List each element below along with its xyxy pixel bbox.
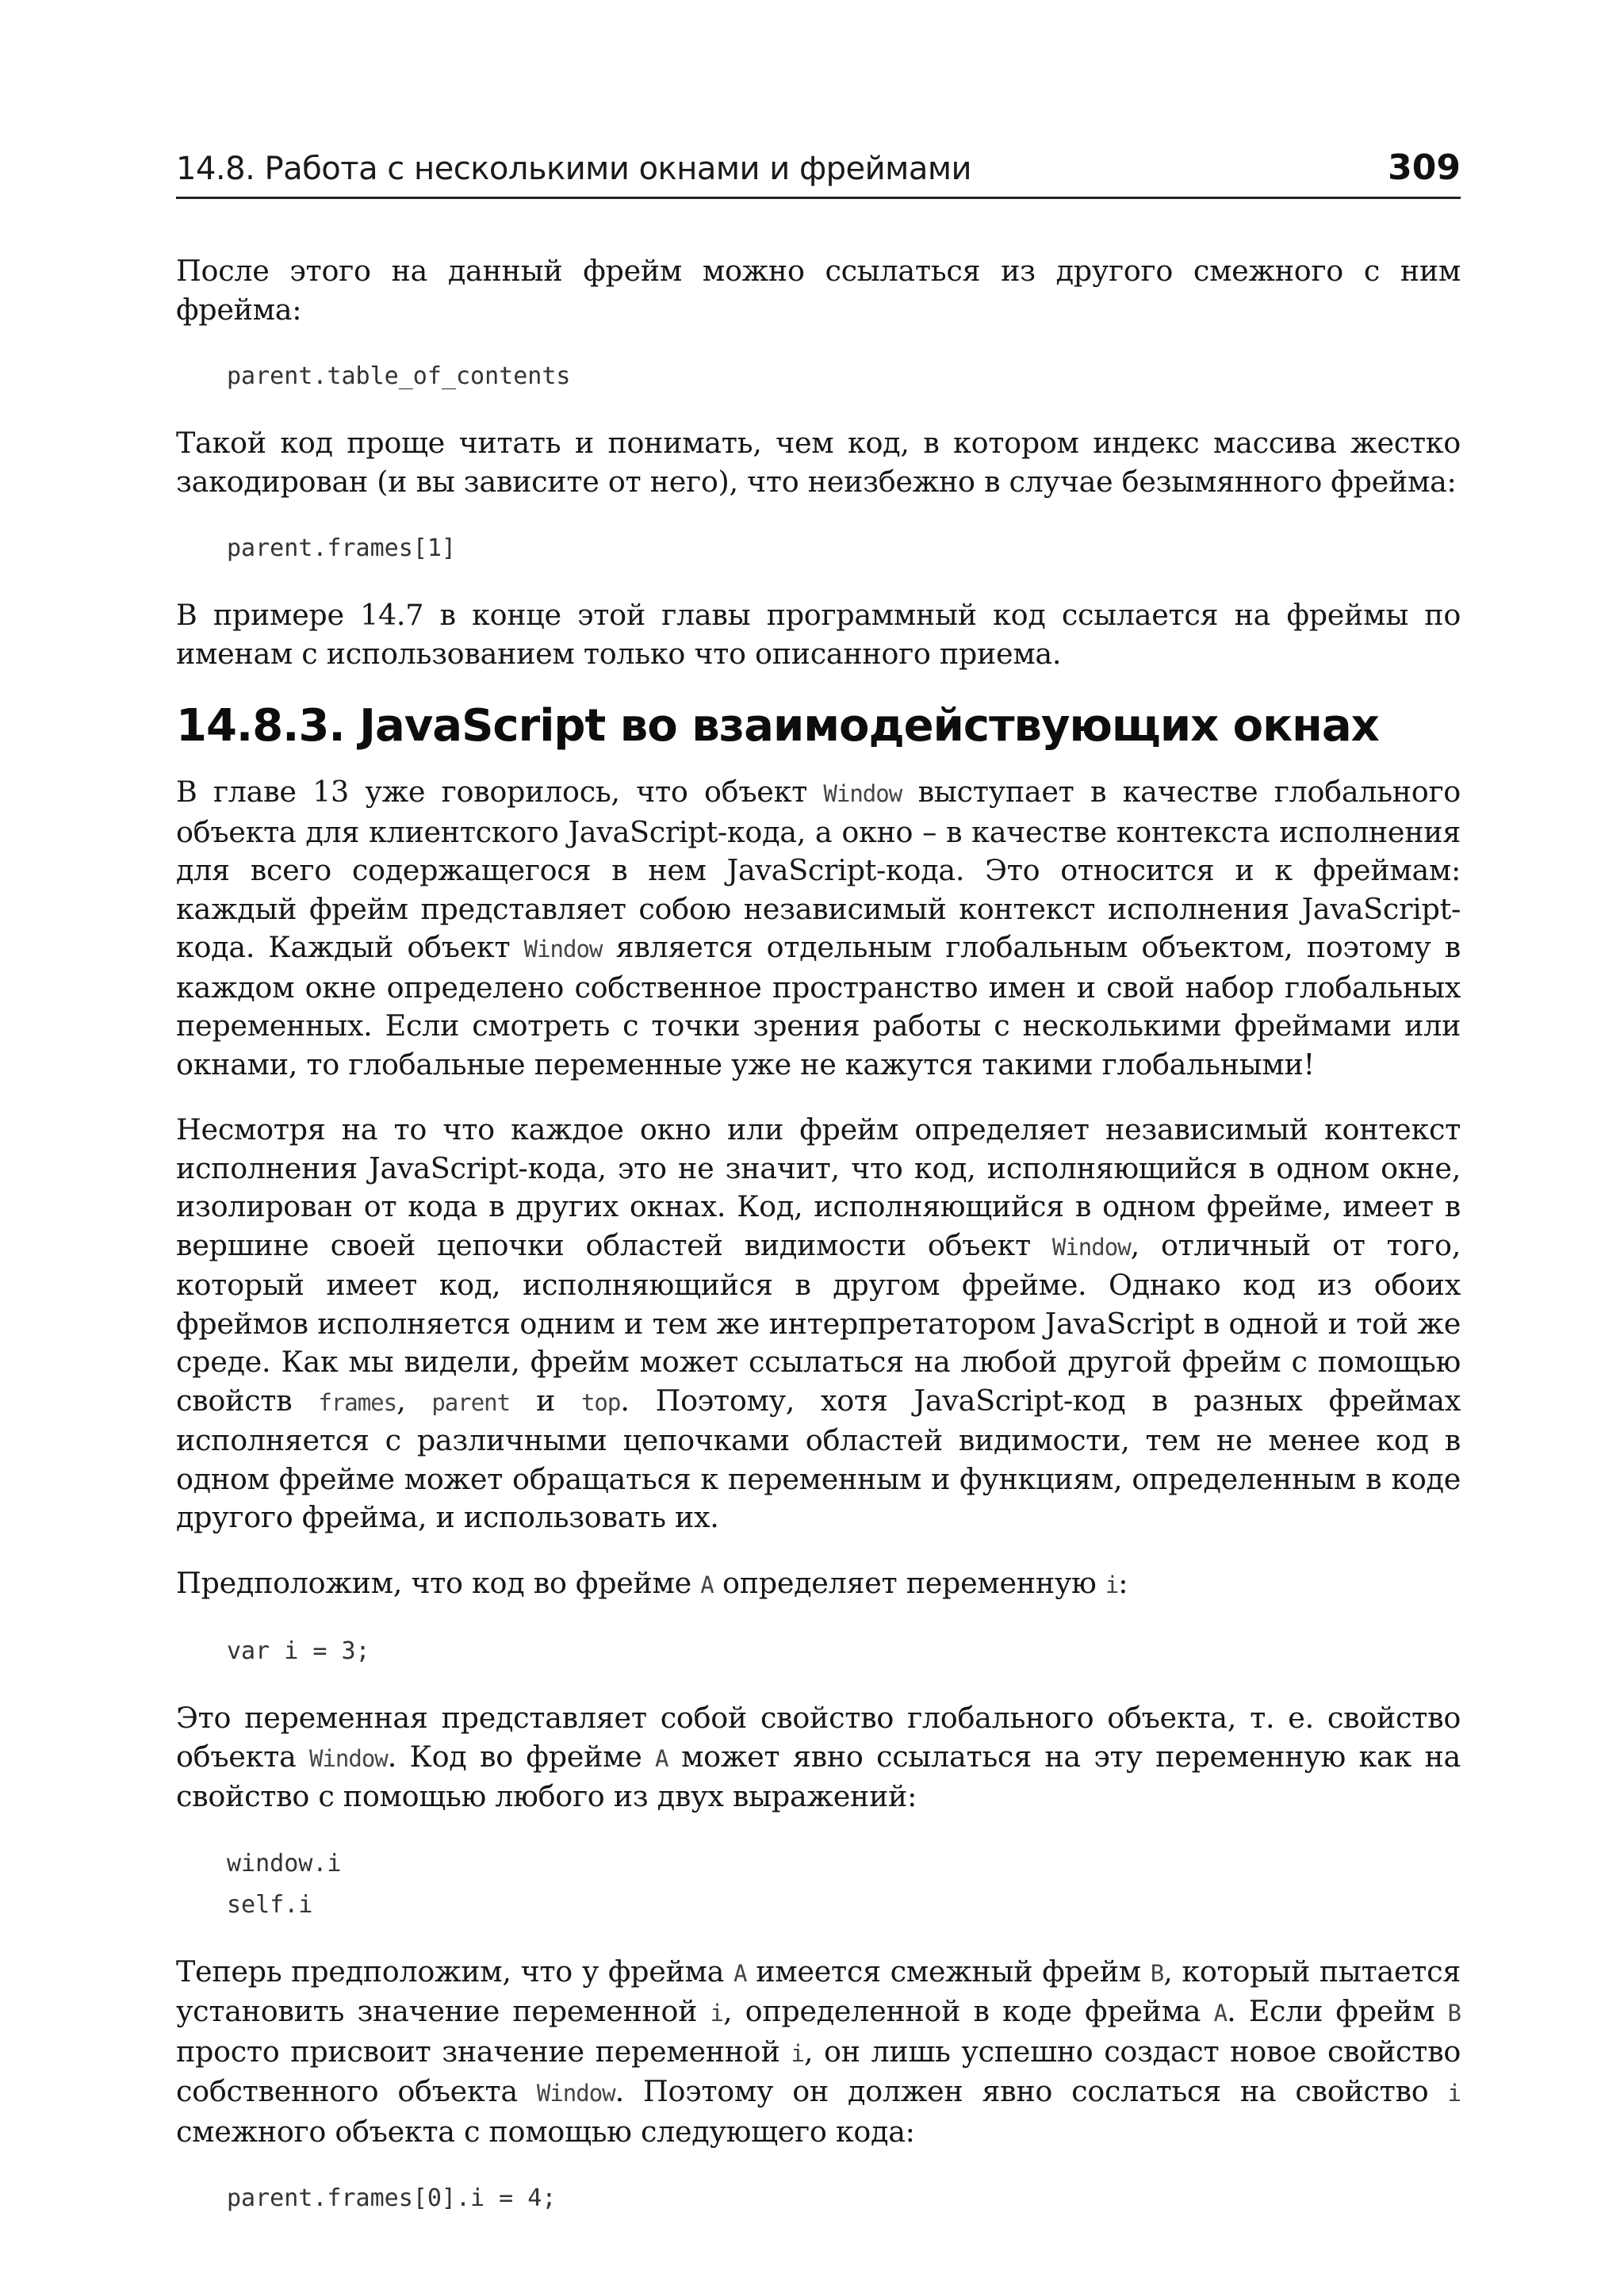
paragraph-2: Такой код проще читать и понимать, чем код, в котором индекс массива жестко закодирован (и вы зависите от него), что неизбежно в случае безымянного фрейма:	[176, 426, 1461, 499]
paragraph-3: В примере 14.7 в конце этой главы программный код ссылается на фреймы по именам с использованием только что описанного приема.	[176, 598, 1461, 671]
page-number: 309	[1388, 147, 1461, 188]
text-run: . Поэтому, хотя JavaScript-код в разных фреймах исполняется с различными цепочками областей видимости, тем не менее код в одном фрейме может обращаться к переменным и функциям, определенным в коде другого фрейма, и использовать их.	[176, 1383, 1461, 1534]
code-block-1: parent.table_of_contents	[227, 362, 571, 390]
text-run: просто присвоит значение переменной	[176, 2034, 791, 2069]
running-header	[176, 147, 1461, 199]
inline-code: A	[733, 1959, 747, 1987]
inline-code: i	[710, 2000, 724, 2027]
text-run: Теперь предположим, что у фрейма	[176, 1954, 733, 1989]
code-block-4	[227, 1843, 1461, 1926]
text-run: имеется смежный фрейм	[746, 1954, 1151, 1989]
paragraph-8	[176, 1953, 1461, 2152]
text-run: Несмотря на то что каждое окно или фрейм определяет независимый контекст исполнения JavaScript-кода, это не значит, что код, исполняющийся в одном окне, изолирован от кода в других окнах. Код, исполняющийся в одном фрейме, имеет в вершине своей цепочки областей видимости объект	[176, 1112, 1461, 1262]
code-line: self.i	[227, 1890, 313, 1919]
code-block-3: var i = 3;	[227, 1637, 370, 1665]
text-run: выступает в качестве глобального объекта для клиентского JavaScript-кода, а окно – в качестве контекста исполнения для всего содержащегося в нем JavaScript-кода. Это относится и к фреймам: каждый фрейм представляет собою независимый контекст исполнения JavaScript-кода. Каждый объект	[176, 775, 1461, 964]
text-run: может явно ссылаться на эту переменную как на свойство с помощью любого из двух выражений:	[176, 1739, 1461, 1813]
inline-code: parent	[431, 1388, 511, 1416]
paragraph-6	[176, 1564, 1461, 1605]
inline-code: Window	[523, 936, 603, 963]
inline-code: A	[655, 1744, 668, 1772]
text-run: :	[1118, 1565, 1128, 1600]
text-run: определяет переменную	[713, 1565, 1105, 1600]
inline-code: A	[1213, 2000, 1228, 2027]
text-run: , он лишь успешно создаст новое свойство собственного объекта	[176, 2034, 1461, 2108]
inline-code: B	[1447, 2000, 1461, 2027]
section-heading: 14.8.3. JavaScript во взаимодействующих окнах	[176, 700, 1379, 752]
text-run: ,	[396, 1383, 432, 1418]
paragraph-7	[176, 1699, 1461, 1816]
text-run: Предположим, что код во фрейме	[176, 1565, 701, 1600]
code-line: window.i	[227, 1849, 342, 1878]
inline-code: Window	[309, 1744, 388, 1772]
text-run: . Если фрейм	[1227, 1994, 1448, 2028]
text-run: В главе 13 уже говорилось, что объект	[176, 775, 824, 809]
text-run: является отдельным глобальным объектом, поэтому в каждом окне определено собственное пространство имен и свой набор глобальных переменных. Если смотреть с точки зрения работы с несколькими фреймами или окнами, то глобальные переменные уже не кажутся такими глобальными!	[176, 930, 1461, 1081]
paragraph-5	[176, 1111, 1461, 1537]
text-run: . Поэтому он должен явно сослаться на свойство	[615, 2074, 1448, 2108]
text-run: , определенной в коде фрейма	[723, 1994, 1214, 2028]
inline-code: A	[700, 1571, 714, 1598]
paragraph-4	[176, 773, 1461, 1084]
inline-code: Window	[823, 780, 902, 807]
inline-code: top	[580, 1388, 621, 1416]
paragraph-1: После этого на данный фрейм можно ссылаться из другого смежного с ним фрейма:	[176, 254, 1461, 327]
text-run: , который пытается установить значение переменной	[176, 1954, 1461, 2028]
chapter-section-title: 14.8. Работа с несколькими окнами и фреймами	[176, 151, 972, 187]
inline-code: B	[1150, 1959, 1164, 1987]
page-body	[176, 252, 1461, 2246]
text-run: . Код во фрейме	[387, 1739, 656, 1774]
inline-code: Window	[536, 2080, 615, 2107]
code-block-2: parent.frames[1]	[227, 534, 456, 562]
text-run: , отличный от того, который имеет код, исполняющийся в другом фрейме. Однако код из обоих фреймов исполняется одним и тем же интерпретатором JavaScript в одной и той же среде. Как мы видели, фрейм может ссылаться на любой другой фрейм с помощью свойств	[176, 1227, 1461, 1418]
inline-code: frames	[318, 1388, 397, 1416]
text-run: смежного объекта с помощью следующего кода:	[176, 2114, 915, 2149]
code-block-5: parent.frames[0].i = 4;	[227, 2184, 557, 2212]
text-run: Это переменная представляет собой свойство глобального объекта, т. е. свойство объекта	[176, 1701, 1461, 1774]
inline-code: Window	[1051, 1233, 1131, 1261]
text-run: и	[510, 1383, 581, 1418]
inline-code: i	[1105, 1571, 1119, 1598]
inline-code: i	[1447, 2080, 1461, 2107]
inline-code: i	[791, 2039, 804, 2067]
